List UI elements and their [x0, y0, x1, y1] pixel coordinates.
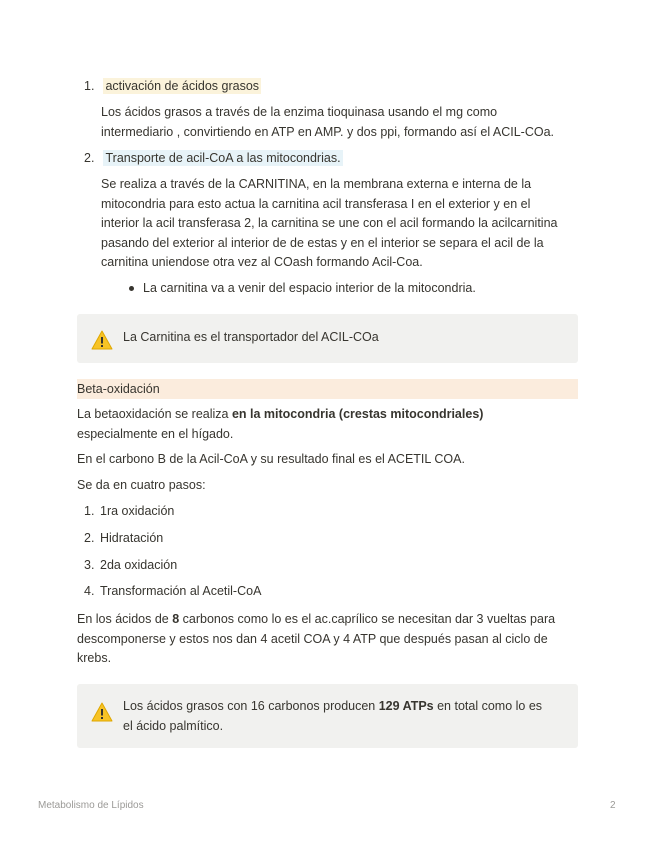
step-item [84, 502, 174, 521]
step-text: Hidratación [100, 531, 164, 545]
list-item-title: Transporte de acil-CoA a las mitocondrias. [105, 151, 341, 165]
body-line: pasando del exterior al interior de de estas y en el interior se separa el acil de la [101, 235, 544, 250]
callout-text [123, 696, 562, 736]
list-number: 1. [84, 79, 95, 93]
paragraph-pasos: Se da en cuatro pasos: [77, 478, 206, 492]
text-run: en total como lo es [433, 699, 543, 713]
bold-text: 8 [172, 612, 180, 626]
callout-text: La Carnitina es el transportador del ACIL-COa [123, 330, 379, 344]
list-number: 2. [84, 151, 95, 165]
footer-title: Metabolismo de Lípidos [38, 800, 144, 811]
paragraph-betaoxidacion [77, 405, 483, 444]
body-line: interior la acil transferasa 2, la carnitina se une con el acil formando la acilcarnitina [101, 216, 558, 230]
text-run: especialmente en el hígado. [77, 426, 234, 441]
step-item [84, 529, 163, 548]
section-title: Beta-oxidación [77, 382, 160, 396]
body-line: Los ácidos grasos a través de la enzima tioquinasa usando el mg como [101, 105, 498, 119]
step-number: 3. [84, 558, 95, 572]
step-text: 2da oxidación [100, 558, 178, 572]
list-item-title: activación de ácidos grasos [105, 79, 260, 93]
bullet-item [129, 279, 476, 298]
list-item-body [101, 103, 554, 142]
body-line: Se realiza a través de la CARNITINA, en la membrana externa e interna de la [101, 177, 532, 191]
list-item-2 [84, 149, 343, 168]
section-heading [77, 379, 578, 399]
bold-text: en la mitocondria (crestas mitocondriales) [231, 407, 484, 421]
step-text: Transformación al Acetil-CoA [100, 584, 262, 598]
text-run: Los ácidos grasos con 16 carbonos producen [123, 699, 379, 713]
text-run: descomponerse y estos nos dan 4 acetil COA y 4 ATP que después pasan al ciclo de [77, 631, 548, 646]
callout-palmitico [77, 684, 578, 748]
list-item-1 [84, 77, 261, 96]
text-run: carbonos como lo es el ac.caprílico se necesitan dar 3 vueltas para [179, 612, 556, 626]
body-line: mitocondria para esto actua la carnitina acil transferasa I en el exterior y en el [101, 196, 531, 211]
bullet-dot [129, 286, 134, 291]
body-line: carnitina uniendose otra vez al COash formando Acil-Coa. [101, 255, 423, 269]
bullet-text: La carnitina va a venir del espacio interior de la mitocondria. [143, 281, 476, 295]
step-item [84, 582, 261, 601]
step-number: 4. [84, 584, 95, 598]
step-number: 1. [84, 504, 95, 518]
paragraph-carbono: En el carbono B de la Acil-CoA y su resultado final es el ACETIL COA. [77, 452, 465, 466]
text-run: La betaoxidación se realiza [77, 407, 232, 421]
body-line: intermediario , convirtiendo en ATP en AMP. y dos ppi, formando así el ACIL-COa. [101, 124, 555, 139]
bold-text: 129 ATPs [378, 699, 434, 713]
callout-carnitina [77, 314, 578, 363]
step-text: 1ra oxidación [100, 504, 175, 518]
list-item-body [101, 175, 557, 273]
text-run: el ácido palmítico. [123, 719, 224, 733]
step-number: 2. [84, 531, 95, 545]
footer-page-number: 2 [610, 800, 616, 811]
text-run: En los ácidos de [77, 612, 173, 626]
paragraph-caprilico [77, 610, 555, 669]
text-run: krebs. [77, 651, 112, 665]
step-item [84, 556, 177, 575]
warning-icon [91, 702, 113, 722]
warning-icon [91, 330, 113, 350]
